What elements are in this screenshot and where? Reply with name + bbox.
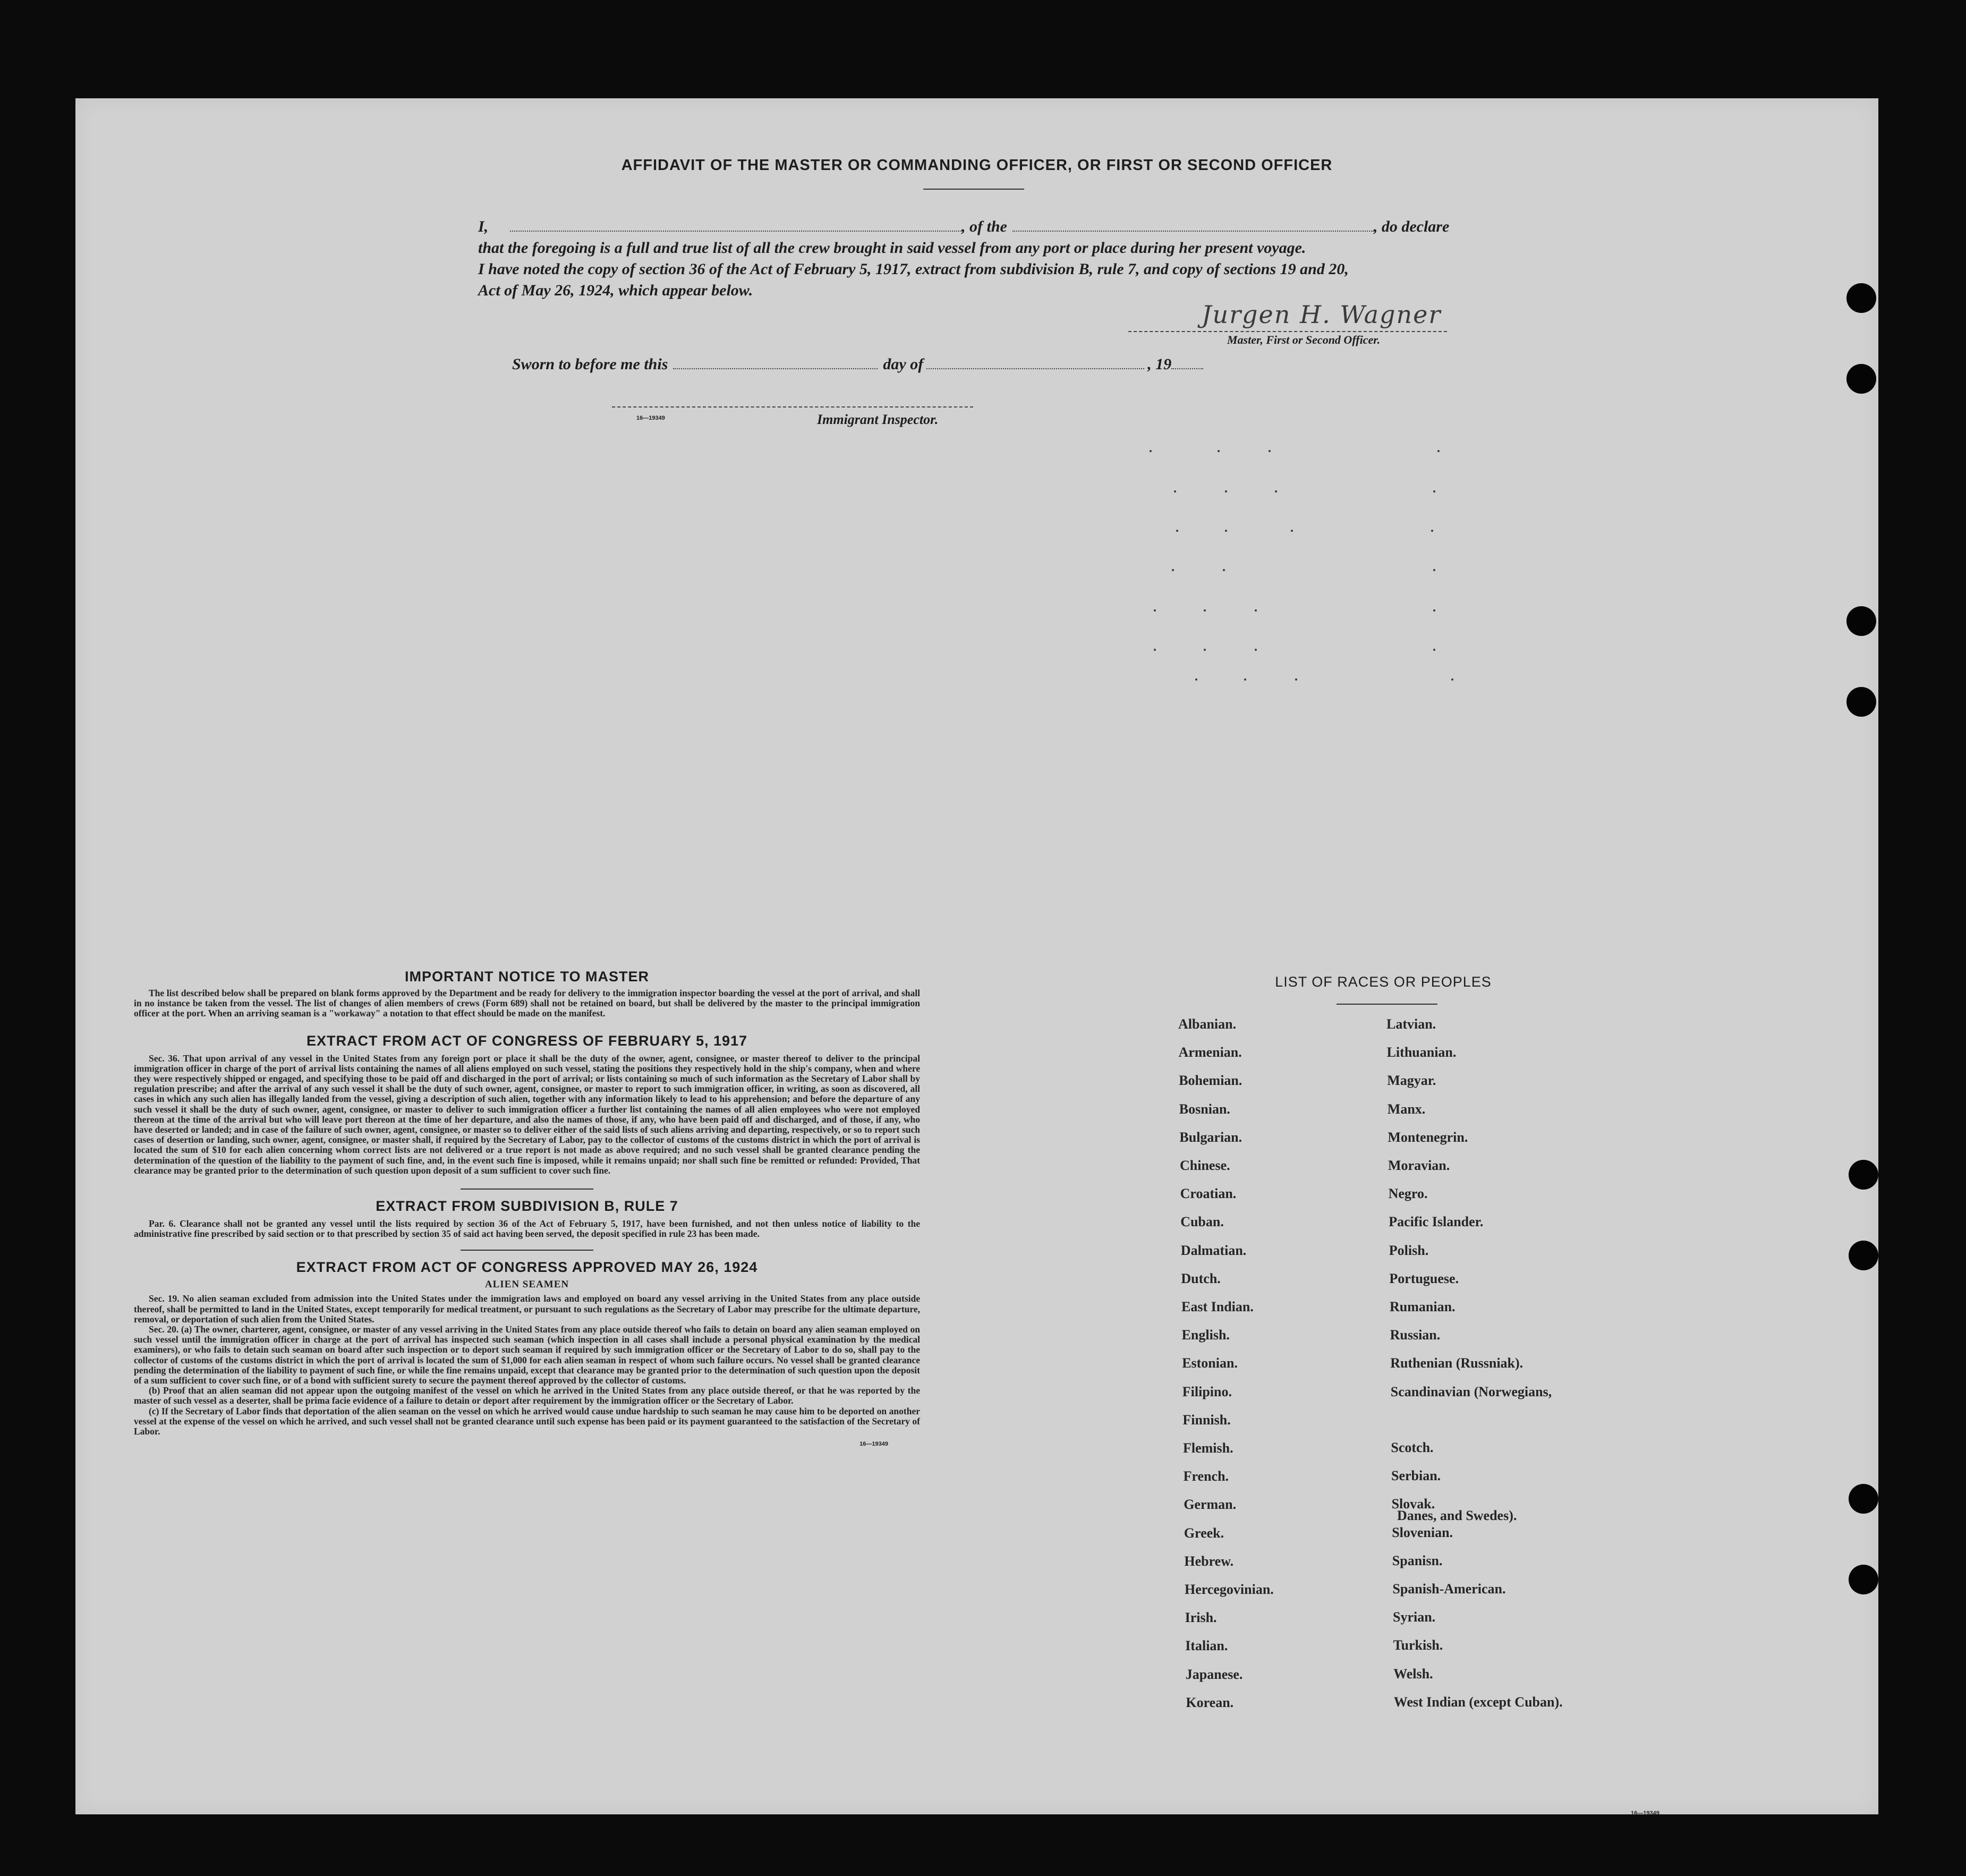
race-item: Irish. <box>1185 1610 1217 1626</box>
declaration-line-3: I have noted the copy of section 36 of the Act of February 5, 1917, extract from subdivision B, rule 7, and copy of sections 19 and 20, <box>478 260 1349 278</box>
sec20b-body: (b) Proof that an alien seaman did not appear upon the outgoing manifest of the vessel on which he arrived in the United States from any place outside thereof, or that he was reported by the master of such vessel as a deserter, shall be prima facie evidence of a failure to detain or deport after requirement by the immigration officer or the Secretary of Labor. <box>134 1385 920 1406</box>
race-item: Lithuanian. <box>1386 1045 1457 1060</box>
race-item: Italian. <box>1185 1638 1228 1654</box>
race-item: Scandinavian (Norwegians, <box>1390 1383 1552 1399</box>
sworn-prefix: Sworn to before me this <box>512 355 668 373</box>
race-item: Montenegrin. <box>1388 1129 1468 1145</box>
race-item: Pacific Islander. <box>1389 1214 1484 1230</box>
race-item: West Indian (except Cuban). <box>1393 1694 1563 1710</box>
races-list <box>1178 1016 1709 1824</box>
race-item: Filipino. <box>1182 1383 1232 1399</box>
punch-hole <box>1846 687 1876 717</box>
extract-form-number: 16—19349 <box>859 1441 888 1448</box>
notice-body: The list described below shall be prepared on blank forms approved by the Department and be ready for delivery to the immigration inspector boarding the vessel at the port of arrival, and shall in no instance be taken from the vessel. The list of changes of alien members of crews (Form 689) shall not be retained on board, but shall be delivered by the master to the principal immigration officer at the port. When an arriving seaman is a "workaway" a notation to that effect should be made on the manifest. <box>134 988 920 1019</box>
race-item: Scotch. <box>1391 1439 1434 1455</box>
race-item: Bohemian. <box>1179 1073 1242 1089</box>
extract-1917-body: Sec. 36. That upon arrival of any vessel in the United States from any foreign port or place it shall be the duty of the owner, agent, consignee, or master thereof to deliver to the principal immigration officer in charge of the port of arrival lists containing the names of all aliens employed on such vessel, stating the positions they respectively hold in the ship's company, when and where they were respectively shipped or engaged, and specifying those to be paid off and discharged in the port of arrival; or lists containing so much of such information as the Secretary of Labor shall by regulation prescribe; and after the arrival of any such vessel it shall be the duty of such owner, agent, consignee, or master to report to such immigration officer, in writing, as soon as discovered, all cases in which any such alien has illegally landed from the vessel, giving a description of such alien, together with any information likely to lead to his apprehension; and before the departure of any such vessel it shall be the duty of such owner, agent, consignee, or master to deliver to such immigration officer a further list containing the names of all alien employees who were not employed thereon at the time of the arrival but who will leave port thereon at the time of her departure, and also the names of those, if any, who have been paid off and discharged, and of those, if any, who have deserted or landed; and in case of the failure of such owner, agent, consignee, or master so to deliver either of the said lists of such aliens arriving and departing, respectively, or so to report such cases of desertion or landing, such owner, agent, consignee, or master shall, if required by the Secretary of Labor, pay to the collector of customs of the customs district in which the port of arrival is located the sum of $10 for each alien concerning whom correct lists are not delivered or a true report is not made as above required; and no such vessel shall be granted clearance pending the determination of the question of the liability to the payment of such fine, and, in the event such fine is imposed, while it remains unpaid; nor shall such fine be remitted or refunded: Provided, That clearance may be granted prior to the determination of such question upon deposit of a sum sufficient to cover such fine. <box>134 1052 920 1176</box>
races-title-rule <box>1337 1004 1437 1005</box>
master-signature: Jurgen H. Wagner <box>1202 300 1442 329</box>
punch-hole <box>1846 283 1876 313</box>
form-number: 16—19349 <box>636 415 665 421</box>
race-item: Serbian. <box>1391 1468 1441 1484</box>
title-rule <box>923 189 1024 190</box>
race-item: Dutch. <box>1181 1270 1221 1286</box>
race-item: Bosnian. <box>1179 1101 1230 1117</box>
race-item: Greek. <box>1184 1525 1224 1541</box>
race-item: Chinese. <box>1180 1158 1230 1173</box>
race-item: Slovenian. <box>1392 1524 1453 1540</box>
race-item: Dalmatian. <box>1180 1242 1247 1258</box>
signature-line <box>1128 331 1447 332</box>
sworn-day-of: day of <box>883 355 924 373</box>
punch-hole <box>1849 1484 1878 1514</box>
punch-hole <box>1846 364 1876 394</box>
race-item: Bulgarian. <box>1179 1129 1242 1145</box>
document-page <box>75 98 1878 1814</box>
race-item: Welsh. <box>1393 1666 1433 1682</box>
sec20a-body: Sec. 20. (a) The owner, charterer, agent, consignee, or master of any vessel arriving in the United States from any place outside thereof who fails to detain on board any alien seaman employed on such vessel until the immigration officer in charge at the port of arrival has inspected such seaman (which inspection in all cases shall include a personal physical examination by the medical examiners), or who fails to detain such seaman on board after such inspection or to deport such seaman if required by such immigration officer or the Secretary of Labor to do so, shall pay to the collector of customs of the customs district in which the port of arrival is located the sum of $1,000 for each alien seaman in respect of whom such failure occurs. No vessel shall be granted clearance pending the determination of the liability to payment of such fine, or while the fine remains unpaid, except that clearance may be granted prior to the determination of such question upon the deposit of a sum sufficient to cover such fine, or of a bond with sufficient surety to secure the payment thereof approved by the collector of customs. <box>134 1324 920 1386</box>
extract-1917-block <box>134 1054 920 1176</box>
declaration-line-2: that the foregoing is a full and true list of all the crew brought in said vessel from any port or place during her present voyage. <box>478 239 1306 257</box>
punch-hole <box>1849 1565 1878 1594</box>
notice-body-block <box>134 988 920 1019</box>
race-item: Russian. <box>1390 1327 1441 1343</box>
race-item: Latvian. <box>1386 1016 1436 1032</box>
races-scandinavian-continuation: Danes, and Swedes). <box>1397 1508 1517 1523</box>
section-rule <box>461 1189 593 1190</box>
race-item: Hebrew. <box>1184 1553 1234 1569</box>
race-item: Cuban. <box>1180 1214 1224 1230</box>
race-item: Ruthenian (Russniak). <box>1390 1355 1524 1371</box>
sworn-month-blank <box>926 356 1144 369</box>
sec19-body: Sec. 19. No alien seaman excluded from admission into the United States under the immigration laws and employed on board any vessel arriving in the United States from any place outside thereof, shall be permitted to land in the United States, except temporarily for medical treatment, or pursuant to such regulations as the Secretary of Labor may prescribe for the ultimate departure, removal, or deportation of such alien from the United States. <box>134 1293 920 1325</box>
race-item: Albanian. <box>1178 1016 1237 1032</box>
race-item: Polish. <box>1389 1242 1429 1258</box>
race-item: Manx. <box>1387 1101 1426 1117</box>
race-item: Hercegovinian. <box>1185 1582 1274 1597</box>
rule7-block <box>134 1219 920 1239</box>
race-item: French. <box>1183 1468 1229 1484</box>
punch-hole <box>1846 606 1876 636</box>
extract-1924-block <box>134 1294 920 1437</box>
race-item: Croatian. <box>1180 1186 1237 1202</box>
race-item: Magyar. <box>1387 1073 1436 1089</box>
declaration-do-declare: , do declare <box>1373 218 1450 235</box>
race-item: Armenian. <box>1178 1045 1242 1060</box>
punch-hole <box>1849 1160 1878 1190</box>
declaration-line-4: Act of May 26, 1924, which appear below. <box>478 282 753 299</box>
race-item: Rumanian. <box>1390 1299 1456 1314</box>
race-item: Portuguese. <box>1389 1270 1459 1286</box>
race-item: Spanisn. <box>1392 1552 1443 1568</box>
race-item: Estonian. <box>1182 1355 1238 1371</box>
race-item: Finnish. <box>1182 1412 1231 1428</box>
declaration-i: I, <box>478 218 489 235</box>
notice-title: IMPORTANT NOTICE TO MASTER <box>405 969 649 984</box>
race-item: Negro. <box>1388 1186 1428 1202</box>
inspector-caption: Immigrant Inspector. <box>817 412 939 427</box>
rule7-title: EXTRACT FROM SUBDIVISION B, RULE 7 <box>376 1198 678 1215</box>
sworn-year-blank <box>1171 356 1203 369</box>
race-item: Japanese. <box>1185 1666 1243 1682</box>
signature-caption: Master, First or Second Officer. <box>1227 333 1381 346</box>
sec20c-body: (c) If the Secretary of Labor finds that deportation of the alien seaman on the vessel on which he arrived would cause undue hardship to such seaman he may cause him to be deported on another vessel at the expense of the vessel on which he arrived, and such vessel shall not be granted clearance until such expense has been paid or its payment guaranteed to the satisfaction of the Secretary of Labor. <box>134 1405 920 1437</box>
races-title: LIST OF RACES OR PEOPLES <box>1275 974 1492 990</box>
sworn-year: , 19 <box>1147 355 1172 373</box>
declaration-of-the: , of the <box>961 218 1007 235</box>
race-item: Spanish-American. <box>1392 1581 1506 1597</box>
sworn-day-blank <box>673 356 878 369</box>
extract-1924-title: EXTRACT FROM ACT OF CONGRESS APPROVED MAY 26, 1924 <box>296 1259 758 1276</box>
race-item: East Indian. <box>1181 1299 1254 1314</box>
declaration-block <box>478 216 1535 301</box>
vessel-blank <box>1012 219 1374 232</box>
race-item: Flemish. <box>1183 1440 1233 1456</box>
affidavit-title: AFFIDAVIT OF THE MASTER OR COMMANDING OFFICER, OR FIRST OR SECOND OFFICER <box>621 157 1333 174</box>
extract-1917-title: EXTRACT FROM ACT OF CONGRESS OF FEBRUARY 5, 1917 <box>306 1032 748 1049</box>
races-form-number: 16—19349 <box>1631 1810 1659 1816</box>
race-item: Korean. <box>1186 1694 1234 1710</box>
race-item: Syrian. <box>1393 1609 1436 1625</box>
punch-hole <box>1849 1241 1878 1270</box>
name-blank <box>510 219 961 232</box>
race-item: Slovak. <box>1391 1496 1435 1512</box>
race-item: German. <box>1184 1497 1237 1513</box>
race-item: Turkish. <box>1393 1637 1443 1653</box>
rule7-body: Par. 6. Clearance shall not be granted any vessel until the lists required by section 36 of the Act of February 5, 1917, have been furnished, and not then unless notice of liability to the administrative fine prescribed by said section or to that prescribed by section 35 of said act having been served, the deposit specified in rule 23 has been made. <box>134 1218 920 1240</box>
race-item: English. <box>1181 1327 1230 1343</box>
alien-seamen-subtitle: ALIEN SEAMEN <box>484 1279 569 1291</box>
race-item: Moravian. <box>1388 1158 1450 1173</box>
inspector-signature-line <box>612 406 973 408</box>
section-rule <box>461 1250 593 1251</box>
notices-column <box>134 969 920 1447</box>
sworn-line <box>512 355 1203 373</box>
